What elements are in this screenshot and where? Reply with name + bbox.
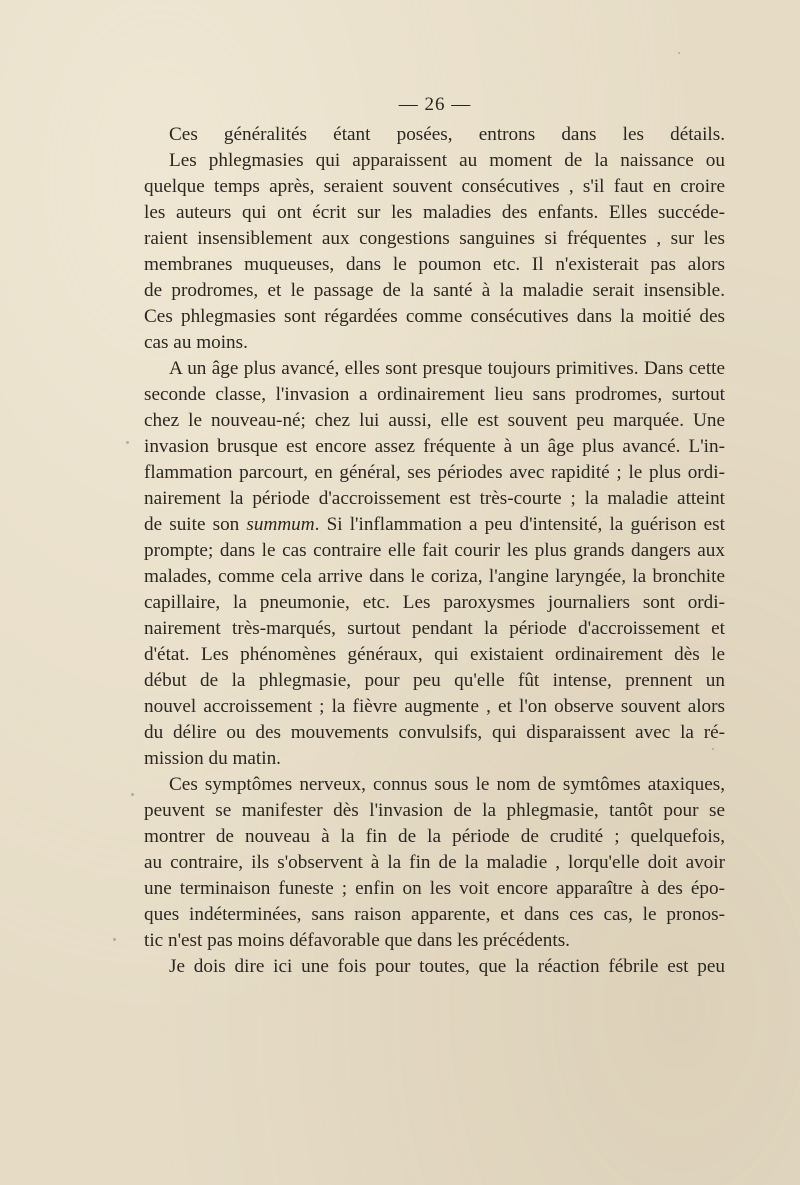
text-line: cas au moins. xyxy=(144,332,248,353)
text-line: flammation parcourt, en général, ses périodes avec rapidité ; le plus ordi- xyxy=(144,462,725,483)
text-line: Ces phlegmasies sont régardées comme consécutives dans la moitié des xyxy=(144,306,725,327)
paper-speck xyxy=(678,52,680,54)
text-line: mission du matin. xyxy=(144,748,281,769)
text-line: chez le nouveau-né; chez lui aussi, elle est souvent peu marquée. Une xyxy=(144,410,725,431)
paper-speck xyxy=(712,748,714,750)
text-line: seconde classe, l'invasion a ordinairement lieu sans prodromes, surtout xyxy=(144,384,725,405)
text-line: Je dois dire ici une fois pour toutes, que la réaction fébrile est peu xyxy=(169,956,725,977)
text-line: prompte; dans le cas contraire elle fait courir les plus grands dangers aux xyxy=(144,540,725,561)
text-line: de prodromes, et le passage de la santé à la maladie serait insensible. xyxy=(144,280,725,301)
text-line: au contraire, ils s'observent à la fin de la maladie , lorqu'elle doit avoir xyxy=(144,852,725,873)
text-line: nairement la période d'accroissement est très-courte ; la maladie atteint xyxy=(144,488,725,509)
text-segment: de suite son xyxy=(144,514,247,535)
text-line: d'état. Les phénomènes généraux, qui existaient ordinairement dès le xyxy=(144,644,725,665)
paper-speck xyxy=(113,938,116,941)
text-line: capillaire, la pneumonie, etc. Les paroxysmes journaliers sont ordi- xyxy=(144,592,725,613)
text-line: du délire ou des mouvements convulsifs, qui disparaissent avec la ré- xyxy=(144,722,725,743)
text-line: tic n'est pas moins défavorable que dans les précédents. xyxy=(144,930,570,951)
text-line: malades, comme cela arrive dans le coriza, l'angine laryngée, la bronchite xyxy=(144,566,725,587)
text-line: invasion brusque est encore assez fréquente à un âge plus avancé. L'in- xyxy=(144,436,725,457)
text-line: raient insensiblement aux congestions sanguines si fréquentes , sur les xyxy=(144,228,725,249)
text-line: quelque temps après, seraient souvent consécutives , s'il faut en croire xyxy=(144,176,725,197)
text-line: nouvel accroissement ; la fièvre augmente , et l'on observe souvent alors xyxy=(144,696,725,717)
text-line: Ces symptômes nerveux, connus sous le nom de symtômes ataxiques, xyxy=(169,774,725,795)
text-line: ques indéterminées, sans raison apparente, et dans ces cas, le pronos- xyxy=(144,904,725,925)
text-line: montrer de nouveau à la fin de la période de crudité ; quelquefois, xyxy=(144,826,725,847)
text-segment: . Si l'inflammation a peu d'intensité, la guérison est xyxy=(314,514,725,535)
text-line: Les phlegmasies qui apparaissent au moment de la naissance ou xyxy=(169,150,725,171)
text-line: les auteurs qui ont écrit sur les maladies des enfants. Elles succéde- xyxy=(144,202,725,223)
text-line: peuvent se manifester dès l'invasion de la phlegmasie, tantôt pour se xyxy=(144,800,725,821)
text-line: début de la phlegmasie, pour peu qu'elle fût intense, prennent un xyxy=(144,670,725,691)
text-line: nairement très-marqués, surtout pendant la période d'accroissement et xyxy=(144,618,725,639)
paper-speck xyxy=(131,793,134,796)
page-number: — 26 — xyxy=(398,94,472,115)
text-line: A un âge plus avancé, elles sont presque toujours primitives. Dans cette xyxy=(169,358,725,379)
text-line: Ces généralités étant posées, entrons dans les détails. xyxy=(169,124,725,145)
text-line-with-italic xyxy=(144,512,725,538)
body-text xyxy=(144,122,725,980)
paper-speck xyxy=(126,441,129,444)
text-line: membranes muqueuses, dans le poumon etc. Il n'existerait pas alors xyxy=(144,254,725,275)
text-line: une terminaison funeste ; enfin on les voit encore apparaître à des épo- xyxy=(144,878,725,899)
italic-term: summum xyxy=(246,514,315,535)
